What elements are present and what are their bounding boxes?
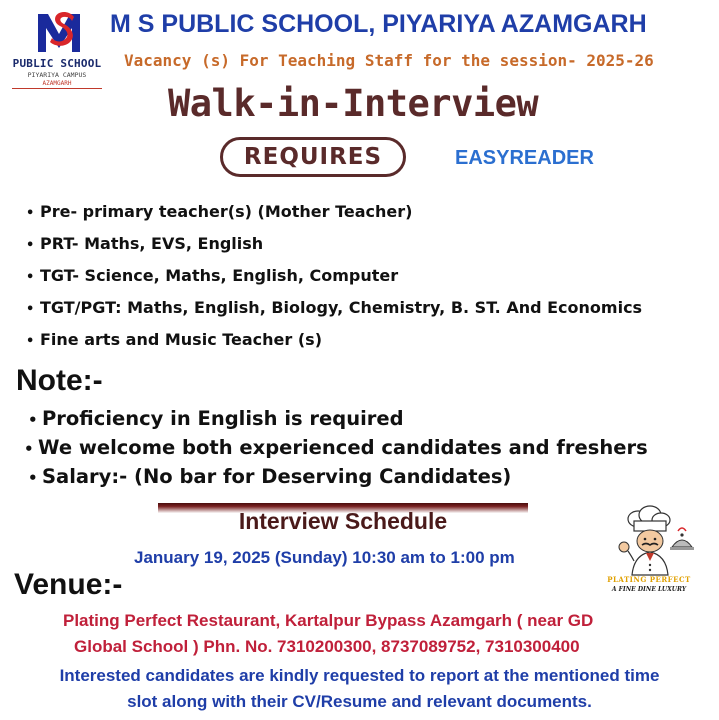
venue-heading: Venue:- <box>14 568 123 601</box>
school-logo <box>8 8 106 92</box>
post-text: Pre- primary teacher(s) (Mother Teacher) <box>40 202 413 221</box>
list-item <box>28 462 718 491</box>
list-item <box>26 263 716 295</box>
list-item <box>26 199 716 231</box>
post-text: Fine arts and Music Teacher (s) <box>40 330 323 349</box>
venue-address-line-2: Global School ) Phn. No. 7310200300, 8737089752, 7310300400 <box>74 637 580 656</box>
walk-in-heading: Walk-in-Interview <box>168 82 539 125</box>
post-text: TGT- Science, Maths, English, Computer <box>40 266 399 285</box>
notes-list <box>24 404 718 491</box>
note-text: We welcome both experienced candidates and freshers <box>38 436 648 459</box>
requires-badge: REQUIRES <box>220 137 406 177</box>
bullet-icon: • <box>28 469 38 487</box>
logo-campus-text: PIYARIYA CAMPUS <box>27 71 87 79</box>
note-text: Salary:- (No bar for Deserving Candidates) <box>42 465 512 488</box>
schedule-title: Interview Schedule <box>238 508 448 534</box>
footer-instruction-line-1: Interested candidates are kindly requested to report at the mentioned time <box>59 666 660 685</box>
school-title: M S PUBLIC SCHOOL, PIYARIYA AZAMGARH <box>110 10 647 38</box>
bullet-icon: • <box>28 411 38 429</box>
bullet-icon: • <box>26 238 35 253</box>
venue-address-line-1: Plating Perfect Restaurant, Kartalpur Bypass Azamgarh ( near GD <box>63 611 594 630</box>
vacancy-subtitle: Vacancy (s) For Teaching Staff for the session- 2025-26 <box>124 51 654 70</box>
easyreader-watermark: EASYREADER <box>455 147 594 169</box>
post-text: TGT/PGT: Maths, English, Biology, Chemistry, B. ST. And Economics <box>40 298 643 317</box>
list-item <box>26 295 716 327</box>
logo-school-text: PUBLIC SCHOOL <box>12 57 102 70</box>
restaurant-logo-tagline: A FINE DINE LUXURY <box>611 586 687 593</box>
list-item <box>26 327 716 359</box>
posts-list <box>26 199 716 359</box>
bullet-icon: • <box>26 270 35 285</box>
footer-instruction-line-2: slot along with their CV/Resume and relevant documents. <box>127 692 592 711</box>
bullet-icon: • <box>26 334 35 349</box>
logo-divider <box>12 88 102 89</box>
bullet-icon: • <box>24 440 34 458</box>
note-text: Proficiency in English is required <box>42 407 404 430</box>
note-heading: Note:- <box>16 364 103 397</box>
list-item <box>26 231 716 263</box>
schedule-date: January 19, 2025 (Sunday) 10:30 am to 1:00 pm <box>134 548 515 567</box>
logo-city-text: AZAMGARH <box>42 80 72 87</box>
bullet-icon: • <box>26 302 35 317</box>
bullet-icon: • <box>26 206 35 221</box>
list-item <box>28 404 718 433</box>
list-item <box>24 433 718 462</box>
post-text: PRT- Maths, EVS, English <box>40 234 264 253</box>
ms-monogram-icon <box>34 8 84 54</box>
restaurant-logo-name: PLATING PERFECT <box>607 575 691 584</box>
